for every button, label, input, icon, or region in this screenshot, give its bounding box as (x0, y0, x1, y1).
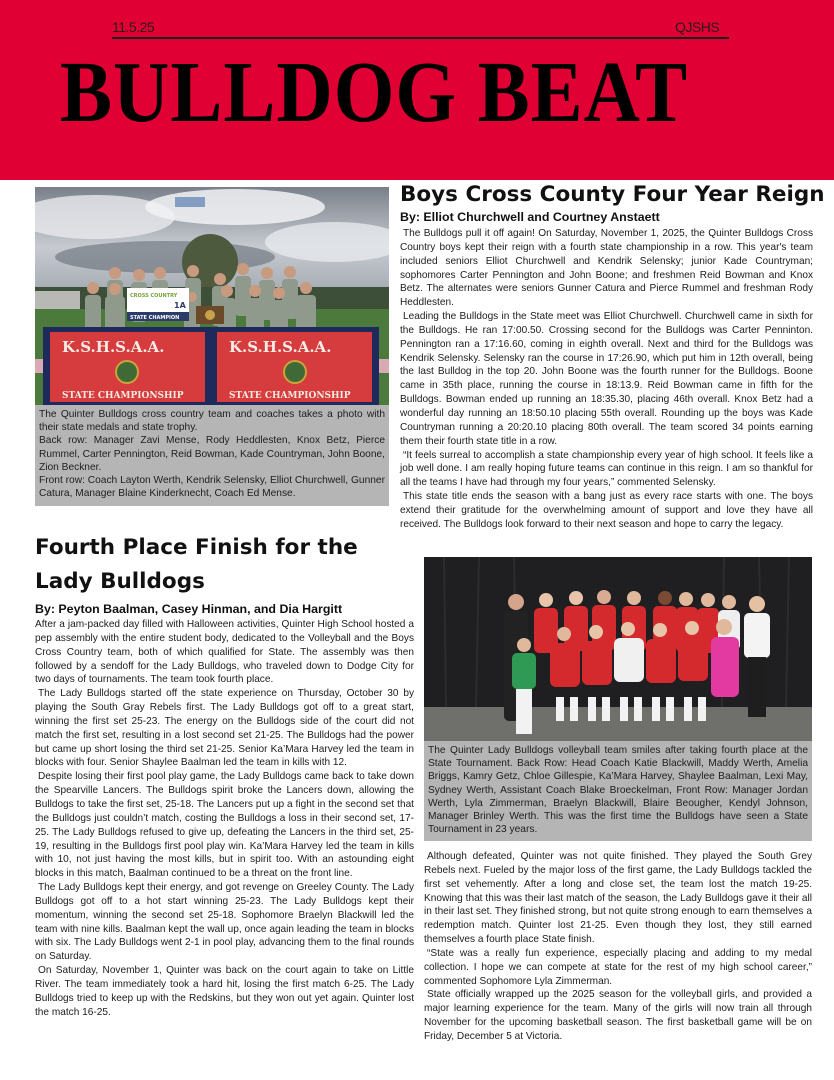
sign-subtext: STATE CHAMPION (130, 315, 180, 321)
kshsaa-seal-left (116, 361, 138, 383)
volleyball-team-photo (424, 557, 812, 741)
cross-country-byline: By: Elliot Churchwell and Courtney Anstaett (400, 210, 660, 224)
article-paragraph: The Lady Bulldogs kept their energy, and got revenge on Greeley County. The Lady Bulldogs got off to a hot start winning 25-23. The Lady Bulldogs kept their momentum, winning the second set 25-18. Sophomore Braelyn Blackwill led the team with nine kills. Baalman kept the wall up, once again leading the team in blocks with six. The Lady Bulldogs went 2-1 in pool play, advancing them to the final rounds on Saturday. (35, 882, 414, 963)
masthead (0, 0, 834, 180)
sign-class: 1A (174, 301, 186, 310)
article-paragraph: On Saturday, November 1, Quinter was back on the court again to take on Little River. The team immediately took a hard hit, losing the first match 6-25. The Lady Bulldogs tried to keep up with the Redskins, but they won out yet again. Quinter lost the match 16-25. (35, 965, 414, 1018)
article-paragraph: This state title ends the season with a bang just as every race starts with one. The boys extend their gratitude for the overwhelming amount of support and love they have all received. The Bulldogs look forward to their next season and hope to carry the legacy. (400, 491, 813, 530)
volleyball-article-body-right (424, 850, 812, 1044)
cloud (145, 189, 325, 225)
article-paragraph: “It feels surreal to accomplish a state championship every year of high school. It feels like a job well done. I am really hoping future teams can continue in this reign. I am so thankful for all the teams I have had through my four years,” commented Selensky. (400, 449, 813, 489)
trophy-emblem (205, 310, 215, 320)
caption-line: Back row: Manager Zavi Mense, Rody Heddlesten, Knox Betz, Pierce Rummel, Carter Pennington, Reid Bowman, Kade Countryman, John Boone, Zion Beckner. (39, 435, 385, 473)
article-paragraph: Leading the Bulldogs in the State meet was Elliot Churchwell. Churchwell came in sixth for the Bulldogs. He ran 17:00.50. Crossing second for the Bulldogs was Carter Penninton. Pennington ran a 17:16.60, coming in eighth overall. Next and third for the Bulldogs was Kendrik Selensky. Selensky ran the course in 17:26.90, which put him in 12th overall, being the last Bulldog in the top 20. John Boone was the fourth runner for the Bulldogs. Boone came in 35th place, running the course in 18:13.9. Reid Bowman came in fifth for the Bulldogs. Bowman ended up running an 18:35.30, placing 46th overall. Knox Betz had a wonderful day running an 18:50.10 placing 55th overall. Rounding up the boys was Kade Countryman running a 20:20.10 placing 80th overall. The team scored 34 points earning them their fourth state title in a row. (400, 311, 813, 447)
volleyball-headline-line2: Lady Bulldogs (35, 569, 205, 594)
kshsaa-seal-right (284, 361, 306, 383)
banner-subtext-right: STATE CHAMPIONSHIP (229, 391, 351, 401)
article-paragraph: The Bulldogs pull it off again! On Saturday, November 1, 2025, the Quinter Bulldogs Cross Country boys kept their reign with a fourth state championship in a row. This year's team included seniors Elliot Churchwell and Kendrik Selensky; junior Kade Countryman; sophomores Carter Pennington and John Boone; and freshmen Reid Bowman and Knox Betz. The alternates were seniors Gunner Catura and Pierce Rummel and freshman Rody Heddlesten. (400, 228, 813, 309)
school-name: QJSHS (675, 19, 720, 35)
volleyball-headline-line1: Fourth Place Finish for the (35, 535, 358, 560)
article-paragraph: “State was a really fun experience, especially placing and adding to my medal collection. I hope we can compete at state for the rest of my high school career,” commented Sophomore Lyla Zimmerman. (424, 947, 812, 987)
caption-line: The Quinter Bulldogs cross country team and coaches takes a photo with their state medals and state trophy. (39, 409, 385, 434)
banner-text-left: K.S.H.S.A.A. (62, 338, 165, 356)
volleyball-headline (35, 531, 395, 599)
banner-text-right: K.S.H.S.A.A. (229, 338, 332, 356)
sky-patch (175, 197, 205, 207)
article-paragraph: Although defeated, Quinter was not quite finished. They played the South Grey Rebels next. Fueled by the major loss of the first game, the Lady Bulldogs tackled the first set vehemently. After a long and close set, the team lost the match 19-25. Knowing that this was their last match of the season, the Lady Bulldogs gave it their all in their last set. They finished strong, but not quite strong enough to earn themselves a redemption match. Quinter lost 21-25. Even though they lost, they still earned themselves a fourth place State finish. (424, 851, 812, 946)
cross-country-photo-graphic (35, 187, 389, 405)
article-paragraph: After a jam-packed day filled with Halloween activities, Quinter High School hosted a pep assembly with the entire student body, dedicated to the Volleyball and the Boys Cross Country team, both of which qualified for State. The assembly was then followed by a sendoff for the Lady Bulldogs, who traveled down to Dodge City for two days of tournaments. The team took fourth place. (35, 619, 414, 686)
cross-country-photo-caption (35, 405, 389, 506)
caption-line: Front row: Coach Layton Werth, Kendrik Selensky, Elliot Churchwell, Gunner Catura, Manager Blaine Kinderknecht, Coach Ed Mense. (39, 475, 385, 500)
article-paragraph: Despite losing their first pool play game, the Lady Bulldogs came back to take down the Spearville Lancers. The Bulldogs spirit broke the Lancers down, allowing the Bulldogs to take the first set, 25-18. The Lancers put up a fight in the second set that the Bulldogs just couldn’t match, costing the Bulldogs a loss in their second set, 17-25. The Lady Bulldogs refused to give up, defeating the Lancers in the third set, 25-19, resulting in the Bulldogs first pool play win. Ka’Mara Harvey led the team in kills with 10, not just having the most kills, but in spirit too. With an astounding eight blocks in this match, Baalman continued to be a threat on the front line. (35, 771, 414, 880)
article-paragraph: The Lady Bulldogs started off the state experience on Thursday, October 30 by playing the South Gray Rebels first. The Lady Bulldogs got off to a great start, winning the first set 25-23. The energy on the Bulldogs side of the court did not match the first set, resulting in a lost second set 21-25. The Bulldogs had the power but came up short losing the third set 21-25. Senior Ka’Mara Harvey led the team in blocks with four. Senior Shaylee Baalman led the team in kills with 12. (35, 688, 414, 769)
newspaper-title: BULLDOG BEAT (60, 42, 689, 140)
cross-country-article-body (400, 227, 813, 532)
volleyball-photo-caption: The Quinter Lady Bulldogs volleyball team smiles after taking fourth place at the State Tournament. Back Row: Head Coach Katie Blackwill, Maddy Werth, Amelia Briggs, Kamry Getz, Chloe Gillespie, Ka’Mara Harvey, Shaylee Baalman, Lexi May, Sydney Werth, Assistant Coach Blake Broeckelman, Front Row: Manager Jordan Werth, Lyla Zimmerman, Braelyn Blackwill, Blaire Beougher, Kendyl Johnson, Manager Brinley Werth. This was the first time the Bulldogs have seen a State Tournament in 23 years. (424, 741, 812, 841)
volleyball-byline: By: Peyton Baalman, Casey Hinman, and Dia Hargitt (35, 602, 343, 616)
sign-title: CROSS COUNTRY (130, 293, 178, 299)
article-paragraph: State officially wrapped up the 2025 season for the volleyball girls, and provided a major learning experience for the team. Many of the girls will now train all through November for the upcoming basketball season. The first basketball game will be on Friday, December 5 at Victoria. (424, 989, 812, 1042)
cross-country-headline: Boys Cross County Four Year Reign (400, 182, 825, 207)
masthead-rule (112, 37, 729, 39)
banner-subtext-left: STATE CHAMPIONSHIP (62, 391, 184, 401)
volleyball-photo-graphic (424, 557, 812, 741)
volleyball-article-body-left (35, 618, 414, 1019)
cross-country-team-photo (35, 187, 389, 405)
issue-date: 11.5.25 (112, 19, 155, 35)
